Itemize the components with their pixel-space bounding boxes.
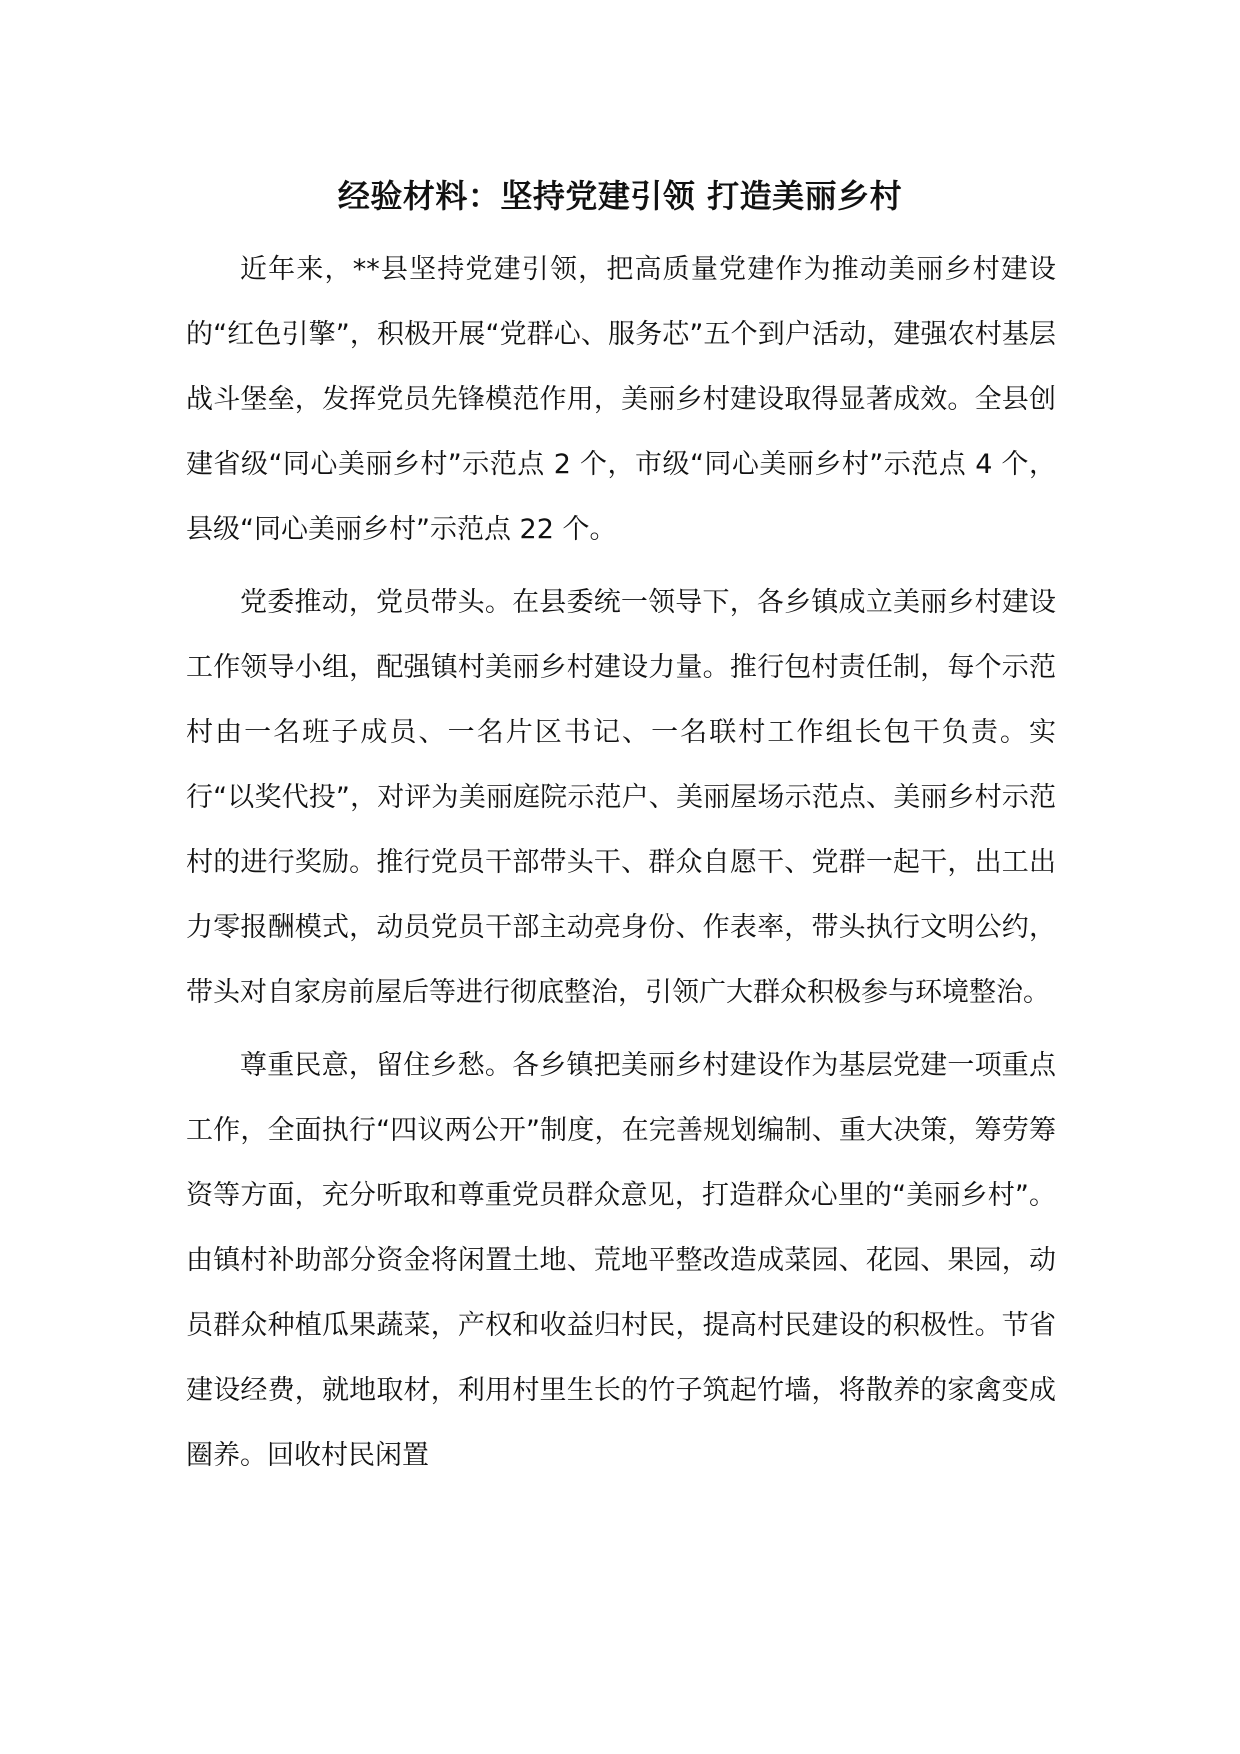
document-title: 经验材料：坚持党建引领 打造美丽乡村: [337, 177, 903, 215]
document-body: [186, 237, 1056, 1496]
paragraph-intro: 近年来，**县坚持党建引领，把高质量党建作为推动美丽乡村建设的“红色引擎”，积极开展“党群心、服务芯”五个到户活动，建强农村基层战斗堡垒，发挥党员先锋模范作用，美丽乡村建设取得显著成效。全县创建省级“同心美丽乡村”示范点 2 个，市级“同心美丽乡村”示范点 4 个，县级“同心美丽乡村”示范点 22 个。: [186, 254, 1056, 545]
paragraph-public-opinion: 尊重民意，留住乡愁。各乡镇把美丽乡村建设作为基层党建一项重点工作，全面执行“四议两公开”制度，在完善规划编制、重大决策，筹劳筹资等方面，充分听取和尊重党员群众意见，打造群众心里的“美丽乡村”。由镇村补助部分资金将闲置土地、荒地平整改造成菜园、花园、果园，动员群众种植瓜果蔬菜，产权和收益归村民，提高村民建设的积极性。节省建设经费，就地取材，利用村里生长的竹子筑起竹墙，将散养的家禽变成圈养。回收村民闲置: [186, 1050, 1056, 1471]
paragraph-party-leadership: 党委推动，党员带头。在县委统一领导下，各乡镇成立美丽乡村建设工作领导小组，配强镇村美丽乡村建设力量。推行包村责任制，每个示范村由一名班子成员、一名片区书记、一名联村工作组长包干负责。实行“以奖代投”，对评为美丽庭院示范户、美丽屋场示范点、美丽乡村示范村的进行奖励。推行党员干部带头干、群众自愿干、党群一起干，出工出力零报酬模式，动员党员干部主动亮身份、作表率，带头执行文明公约，带头对自家房前屋后等进行彻底整治，引领广大群众积极参与环境整治。: [186, 587, 1056, 1008]
